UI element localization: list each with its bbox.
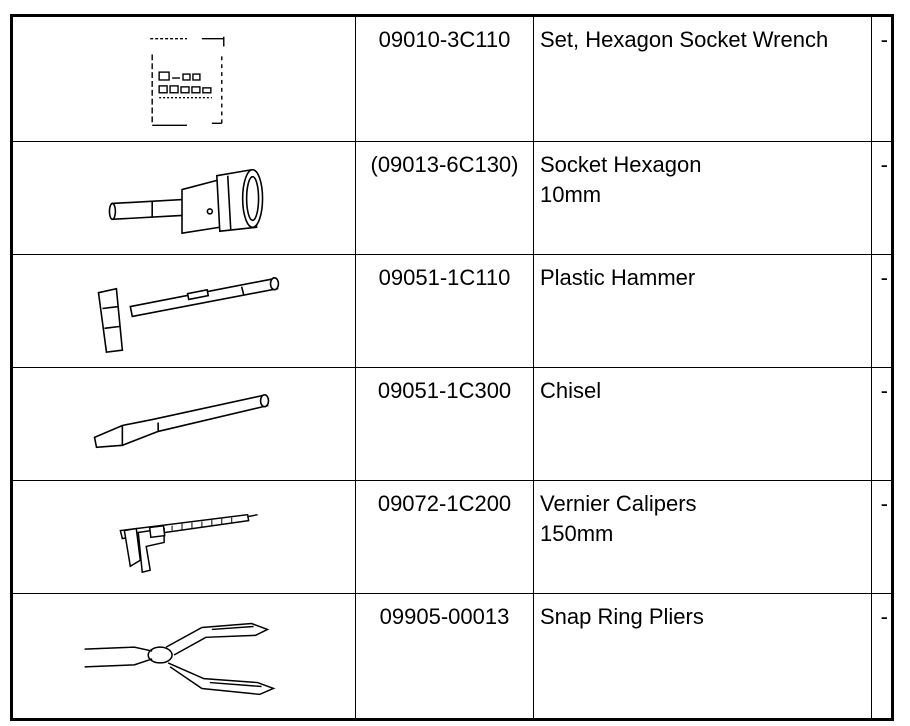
note: - [880,491,888,516]
tool-name-cell [534,255,872,368]
note: - [880,265,888,290]
illustration-cell [12,142,356,255]
table-row [12,142,893,255]
snap-ring-pliers-icon [13,594,355,718]
part-number-cell [356,142,534,255]
plastic-hammer-icon [13,255,355,367]
note: - [880,604,888,629]
table-row [12,255,893,368]
tool-name: Set, Hexagon Socket Wrench [540,27,829,52]
note: - [880,152,888,177]
tool-name-detail: 10mm [540,182,602,207]
tool-name-detail: 150mm [540,521,614,546]
tool-name: Socket Hexagon [540,152,702,177]
note-cell [872,142,893,255]
chisel-icon [13,368,355,480]
tool-name: Plastic Hammer [540,265,696,290]
part-number-cell [356,594,534,720]
vernier-calipers-icon [13,481,355,593]
tool-name: Vernier Calipers [540,491,697,516]
tool-name: Snap Ring Pliers [540,604,704,629]
note-cell [872,368,893,481]
part-number: 09051-1C110 [378,265,511,290]
part-number: 09905-00013 [379,604,510,629]
illustration-cell [12,481,356,594]
tool-name-cell [534,594,872,720]
special-tools-table [10,14,894,721]
part-number-cell [356,368,534,481]
illustration-cell [12,255,356,368]
table-row [12,481,893,594]
table-row [12,594,893,720]
tool-name-cell [534,16,872,142]
part-number: (09013-6C130) [370,152,519,177]
note: - [880,378,888,403]
note: - [880,27,888,52]
part-number: 09072-1C200 [377,491,512,516]
note-cell [872,255,893,368]
hexagon-socket-wrench-set-icon [13,17,355,141]
tool-name-cell [534,142,872,255]
part-number-cell [356,255,534,368]
note-cell [872,594,893,720]
tool-name: Chisel [540,378,602,403]
part-number-cell [356,481,534,594]
tool-name-cell [534,368,872,481]
illustration-cell [12,594,356,720]
tool-name-cell [534,481,872,594]
part-number: 09051-1C300 [377,378,512,403]
note-cell [872,481,893,594]
table-row [12,368,893,481]
note-cell [872,16,893,142]
illustration-cell [12,368,356,481]
part-number: 09010-3C110 [378,27,511,52]
illustration-cell [12,16,356,142]
part-number-cell [356,16,534,142]
socket-hexagon-icon [13,142,355,254]
table-row [12,16,893,142]
